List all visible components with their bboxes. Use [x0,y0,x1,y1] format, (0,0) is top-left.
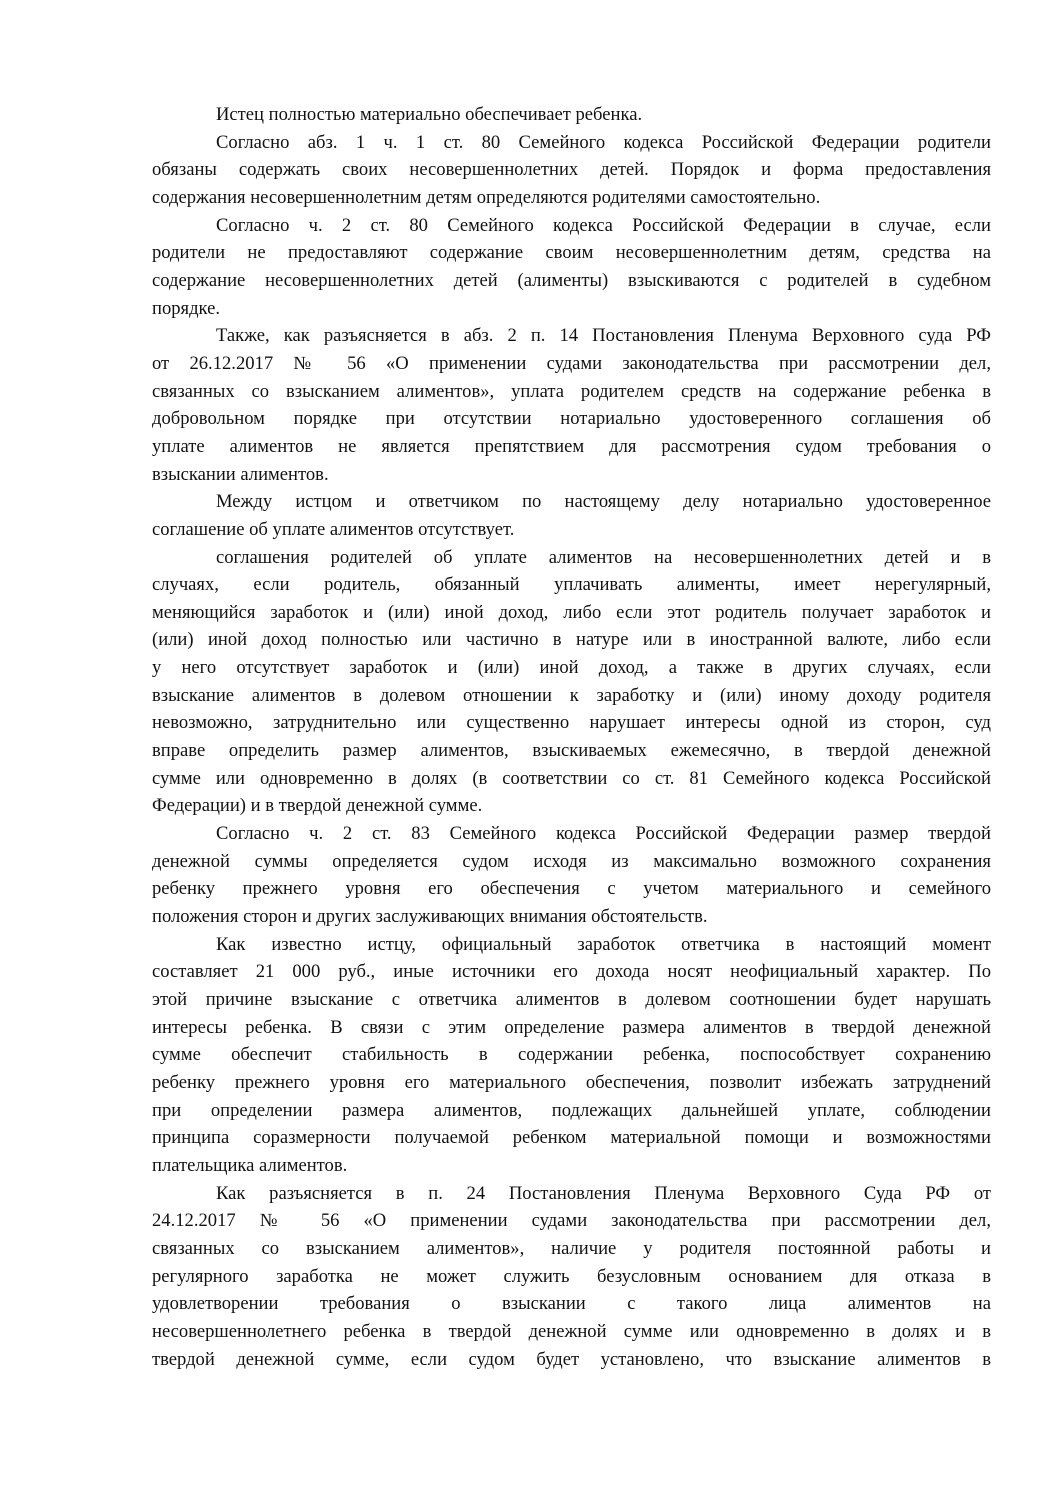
text-line: твердой денежной сумме, если судом будет установлено, что взыскание алиментов в [152,1348,991,1370]
text-line: содержание несовершеннолетних детей (алименты) взыскиваются с родителей в судебном [152,269,991,291]
text-line: добровольном порядке при отсутствии нотариально удостоверенного соглашения об [152,408,991,430]
paragraph [152,212,991,323]
text-line: сумме обеспечит стабильность в содержании ребенка, поспособствует сохранению [152,1044,991,1066]
text-line: Согласно абз. 1 ч. 1 ст. 80 Семейного кодекса Российской Федерации родители [216,131,991,153]
text-line: 24.12.2017 № 56 «О применении судами законодательства при рассмотрении дел, [152,1210,991,1232]
text-line: взыскание алиментов в долевом отношении к заработку и (или) иному доходу родителя [152,684,991,706]
text-line: Как известно истцу, официальный заработок ответчика в настоящий момент [216,933,991,955]
text-line: Согласно ч. 2 ст. 83 Семейного кодекса Российской Федерации размер твердой [216,823,991,845]
text-line: Федерации) и в твердой денежной сумме. [152,795,483,817]
text-line: невозможно, затруднительно или существенно нарушает интересы одной из сторон, суд [152,712,991,734]
text-line: ребенку прежнего уровня его материального обеспечения, позволит избежать затруднений [152,1071,991,1093]
text-line: денежной суммы определяется судом исходя из максимально возможного сохранения [152,850,991,872]
text-line: интересы ребенка. В связи с этим определение размера алиментов в твердой денежной [152,1016,991,1038]
text-line: взыскании алиментов. [152,463,329,485]
text-line: связанных со взысканием алиментов», уплата родителем средств на содержание ребенка в [152,380,991,402]
document-body [152,101,991,1373]
paragraph [152,1180,991,1374]
text-line: связанных со взысканием алиментов», наличие у родителя постоянной работы и [152,1237,991,1259]
text-line: соглашения родителей об уплате алиментов на несовершеннолетних детей и в [216,546,991,568]
text-line: Также, как разъясняется в абз. 2 п. 14 Постановления Пленума Верховного суда РФ [216,325,991,347]
paragraph [152,129,991,212]
text-line: (или) иной доход полностью или частично в натуре или в иностранной валюте, либо если [152,629,991,651]
text-line: несовершеннолетнего ребенка в твердой денежной сумме или одновременно в долях и в [152,1320,991,1342]
text-line: от 26.12.2017 № 56 «О применении судами законодательства при рассмотрении дел, [152,352,991,374]
text-line: порядке. [152,297,221,319]
text-line: обязаны содержать своих несовершеннолетних детей. Порядок и форма предоставления [152,159,991,181]
text-line: принципа соразмерности получаемой ребенком материальной помощи и возможностями [152,1127,991,1149]
text-line: родители не предоставляют содержание своим несовершеннолетним детям, средства на [152,242,991,264]
text-line: Между истцом и ответчиком по настоящему делу нотариально удостоверенное [216,491,991,513]
text-line: соглашение об уплате алиментов отсутствует. [152,518,515,540]
text-line: содержания несовершеннолетним детям определяются родителями самостоятельно. [152,186,821,208]
text-line: ребенку прежнего уровня его обеспечения с учетом материального и семейного [152,878,991,900]
text-line: плательщика алиментов. [152,1154,348,1176]
text-line: случаях, если родитель, обязанный уплачивать алименты, имеет нерегулярный, [152,574,991,596]
text-line: положения сторон и других заслуживающих внимания обстоятельств. [152,906,708,928]
text-line: регулярного заработка не может служить безусловным основанием для отказа в [152,1265,991,1287]
paragraph [152,101,991,129]
text-line: меняющийся заработок и (или) иной доход, либо если этот родитель получает заработок и [152,601,991,623]
paragraph [152,322,991,488]
text-line: у него отсутствует заработок и (или) иной доход, а также в других случаях, если [152,657,991,679]
text-line: сумме или одновременно в долях (в соответствии со ст. 81 Семейного кодекса Российской [152,767,991,789]
paragraph [152,488,991,543]
text-line: Истец полностью материально обеспечивает ребенка. [216,104,643,125]
text-line: Согласно ч. 2 ст. 80 Семейного кодекса Российской Федерации в случае, если [216,214,991,236]
paragraph [152,820,991,931]
text-line: уплате алиментов не является препятствием для рассмотрения судом требования о [152,435,991,457]
text-line: при определении размера алиментов, подлежащих дальнейшей уплате, соблюдении [152,1099,991,1121]
text-line: вправе определить размер алиментов, взыскиваемых ежемесячно, в твердой денежной [152,740,991,762]
paragraph [152,544,991,821]
text-line: этой причине взыскание с ответчика алиментов в долевом соотношении будет нарушать [152,989,991,1010]
text-line: Как разъясняется в п. 24 Постановления Пленума Верховного Суда РФ от [216,1182,991,1204]
paragraph [152,931,991,1180]
text-line: составляет 21 000 руб., иные источники его дохода носят неофициальный характер. По [152,961,991,983]
text-line: удовлетворении требования о взыскании с такого лица алиментов на [152,1293,991,1315]
